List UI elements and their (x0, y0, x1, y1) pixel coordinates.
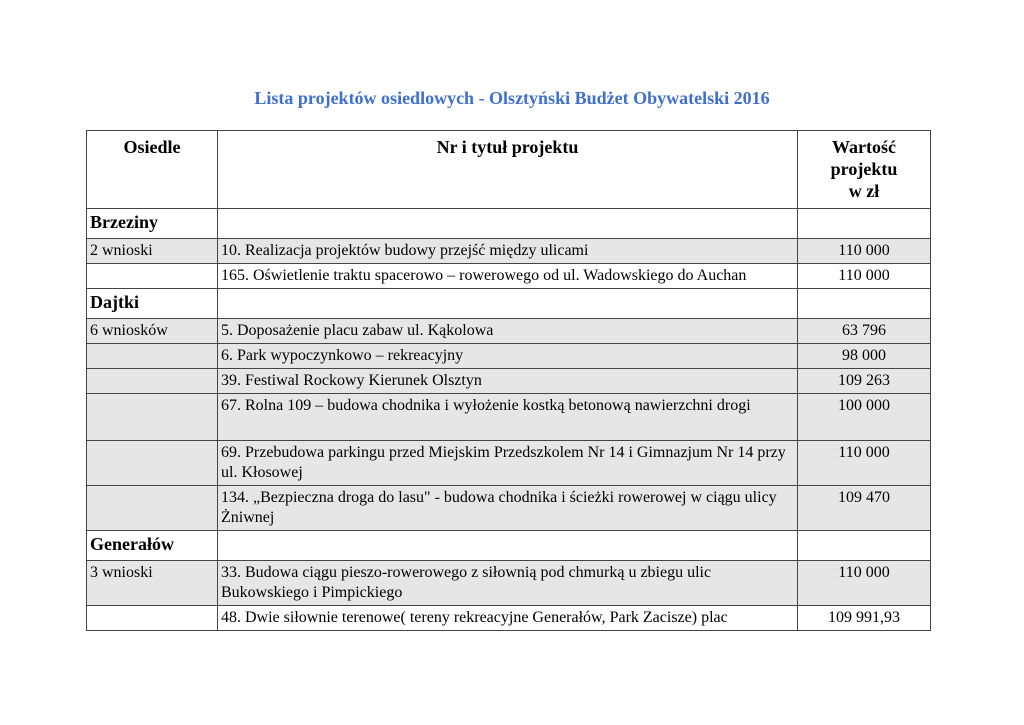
page-title: Lista projektów osiedlowych - Olsztyński Budżet Obywatelski 2016 (254, 88, 770, 108)
table-row (87, 239, 931, 264)
project-title: 5. Doposażenie placu zabaw ul. Kąkolowa (218, 319, 798, 344)
project-value: 109 991,93 (798, 606, 931, 631)
project-value: 110 000 (798, 441, 931, 486)
table-row (87, 394, 931, 441)
table-row (87, 369, 931, 394)
proposal-count: 6 wniosków (87, 319, 218, 344)
table-row (87, 561, 931, 606)
project-value: 98 000 (798, 344, 931, 369)
project-title: 67. Rolna 109 – budowa chodnika i wyłożenie kostką betonową nawierzchni drogi (218, 394, 798, 441)
table-row (87, 264, 931, 289)
project-title: 10. Realizacja projektów budowy przejść między ulicami (218, 239, 798, 264)
table-row (87, 344, 931, 369)
project-title: 6. Park wypoczynkowo – rekreacyjny (218, 344, 798, 369)
header-project: Nr i tytuł projektu (218, 131, 798, 209)
group-name: Brzeziny (87, 209, 218, 239)
header-value-line3: w zł (848, 181, 880, 201)
project-value: 109 263 (798, 369, 931, 394)
header-value (798, 131, 931, 209)
table-row (87, 319, 931, 344)
project-title: 39. Festiwal Rockowy Kierunek Olsztyn (218, 369, 798, 394)
project-value: 110 000 (798, 239, 931, 264)
proposal-count: 3 wnioski (87, 561, 218, 606)
project-title: 134. „Bezpieczna droga do lasu" - budowa chodnika i ścieżki rowerowej w ciągu ulicy Żniwnej (218, 486, 798, 531)
project-value: 63 796 (798, 319, 931, 344)
group-row-dajtki (87, 289, 931, 319)
table-row (87, 606, 931, 631)
group-name: Generałów (87, 531, 218, 561)
header-value-line1: Wartość (832, 137, 896, 157)
project-title: 69. Przebudowa parkingu przed Miejskim Przedszkolem Nr 14 i Gimnazjum Nr 14 przy ul. Kłosowej (218, 441, 798, 486)
table-row (87, 486, 931, 531)
proposal-count: 2 wnioski (87, 239, 218, 264)
project-title: 33. Budowa ciągu pieszo-rowerowego z siłownią pod chmurką u zbiegu ulic Bukowskiego i Pimpickiego (218, 561, 798, 606)
projects-table (86, 130, 931, 631)
group-row-generalow (87, 531, 931, 561)
project-value: 109 470 (798, 486, 931, 531)
project-value: 110 000 (798, 561, 931, 606)
group-row-brzeziny (87, 209, 931, 239)
group-name: Dajtki (87, 289, 218, 319)
header-row (87, 131, 931, 209)
project-title: 48. Dwie siłownie terenowe( tereny rekreacyjne Generałów, Park Zacisze) plac (218, 606, 798, 631)
project-title: 165. Oświetlenie traktu spacerowo – rowerowego od ul. Wadowskiego do Auchan (218, 264, 798, 289)
table-row (87, 441, 931, 486)
project-value: 100 000 (798, 394, 931, 441)
header-value-line2: projektu (830, 159, 898, 179)
project-value: 110 000 (798, 264, 931, 289)
header-osiedle: Osiedle (87, 131, 218, 209)
